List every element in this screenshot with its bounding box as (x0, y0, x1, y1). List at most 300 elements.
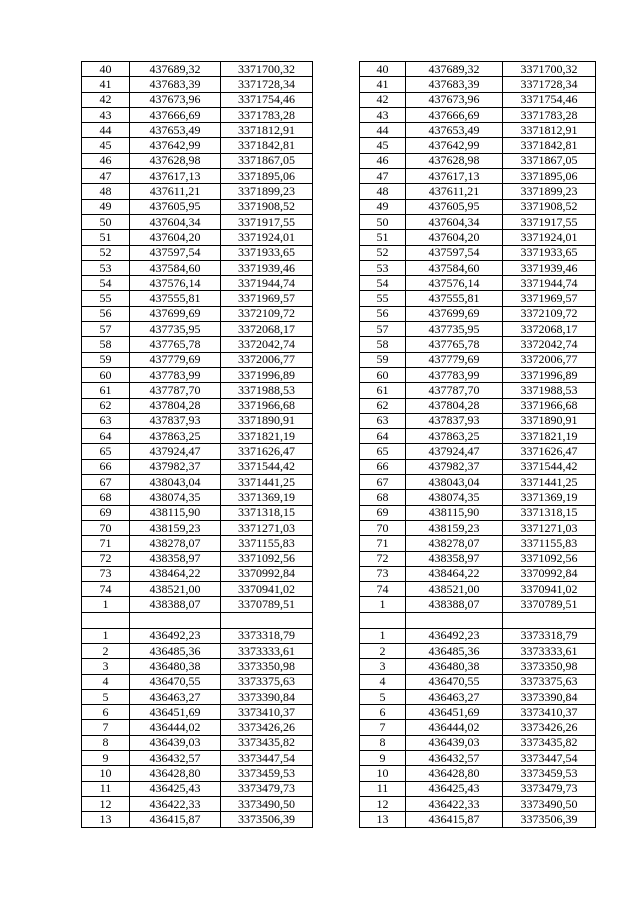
right-point-number: 13 (360, 812, 406, 827)
left-y-coordinate: 3371092,56 (221, 551, 313, 566)
right-x-coordinate: 437653,49 (406, 123, 503, 138)
table-row (82, 689, 596, 704)
left-x-coordinate: 437617,13 (130, 169, 221, 184)
right-y-coordinate: 3373506,39 (503, 812, 596, 827)
left-x-coordinate: 437604,34 (130, 214, 221, 229)
right-y-coordinate: 3371842,81 (503, 138, 596, 153)
left-x-coordinate: 437611,21 (130, 184, 221, 199)
column-gap (313, 260, 360, 275)
column-gap (313, 520, 360, 535)
left-point-number: 60 (82, 367, 130, 382)
right-point-number: 6 (360, 705, 406, 720)
column-gap (313, 796, 360, 811)
right-y-coordinate: 3371939,46 (503, 260, 596, 275)
table-row (82, 214, 596, 229)
right-x-coordinate: 437584,60 (406, 260, 503, 275)
right-x-coordinate: 437699,69 (406, 306, 503, 321)
coordinates-table-body (82, 62, 596, 828)
left-y-coordinate: 3371933,65 (221, 245, 313, 260)
left-y-coordinate: 3373459,53 (221, 766, 313, 781)
right-x-coordinate: 437617,13 (406, 169, 503, 184)
right-x-coordinate: 437982,37 (406, 459, 503, 474)
right-x-coordinate: 437924,47 (406, 444, 503, 459)
left-point-number: 50 (82, 214, 130, 229)
column-gap (313, 597, 360, 612)
left-point-number: 1 (82, 597, 130, 612)
left-y-coordinate: 3373410,37 (221, 705, 313, 720)
right-x-coordinate: 438464,22 (406, 566, 503, 581)
left-y-coordinate: 3371271,03 (221, 520, 313, 535)
left-x-coordinate: 438278,07 (130, 536, 221, 551)
column-gap (313, 643, 360, 658)
left-y-coordinate: 3371988,53 (221, 383, 313, 398)
column-gap (313, 306, 360, 321)
right-y-coordinate: 3371908,52 (503, 199, 596, 214)
right-point-number: 54 (360, 276, 406, 291)
left-point-number: 71 (82, 536, 130, 551)
right-y-coordinate: 3371318,15 (503, 505, 596, 520)
table-row (82, 582, 596, 597)
left-y-coordinate: 3372068,17 (221, 322, 313, 337)
left-point-number: 47 (82, 169, 130, 184)
right-x-coordinate: 438358,97 (406, 551, 503, 566)
blank-separator-row (82, 612, 596, 628)
left-x-coordinate: 437837,93 (130, 413, 221, 428)
right-y-coordinate: 3370789,51 (503, 597, 596, 612)
right-y-coordinate: 3371899,23 (503, 184, 596, 199)
column-gap (313, 735, 360, 750)
left-y-coordinate: 3372006,77 (221, 352, 313, 367)
left-x-coordinate: 436439,03 (130, 735, 221, 750)
left-x-coordinate: 437605,95 (130, 199, 221, 214)
left-point-number: 1 (82, 628, 130, 643)
right-x-coordinate: 437735,95 (406, 322, 503, 337)
right-y-coordinate: 3371996,89 (503, 367, 596, 382)
coordinates-page (81, 61, 595, 828)
table-row (82, 659, 596, 674)
right-x-coordinate: 438043,04 (406, 475, 503, 490)
table-row (82, 92, 596, 107)
column-gap (313, 153, 360, 168)
left-point-number: 61 (82, 383, 130, 398)
left-x-coordinate: 438358,97 (130, 551, 221, 566)
right-y-coordinate: 3371092,56 (503, 551, 596, 566)
left-point-number: 66 (82, 459, 130, 474)
left-x-coordinate: 437642,99 (130, 138, 221, 153)
left-x-coordinate: 436480,38 (130, 659, 221, 674)
left-y-coordinate: 3371441,25 (221, 475, 313, 490)
right-point-number: 9 (360, 751, 406, 766)
column-gap (313, 92, 360, 107)
table-row (82, 475, 596, 490)
column-gap (313, 199, 360, 214)
left-y-coordinate: 3370941,02 (221, 582, 313, 597)
right-x-coordinate: 438074,35 (406, 490, 503, 505)
column-gap (313, 444, 360, 459)
left-y-coordinate: 3371895,06 (221, 169, 313, 184)
left-x-coordinate: 437597,54 (130, 245, 221, 260)
left-point-number: 56 (82, 306, 130, 321)
left-point-number: 64 (82, 429, 130, 444)
table-row (82, 245, 596, 260)
left-x-coordinate: 438074,35 (130, 490, 221, 505)
left-y-coordinate: 3371899,23 (221, 184, 313, 199)
right-point-number: 11 (360, 781, 406, 796)
table-row (82, 720, 596, 735)
right-x-coordinate: 436485,36 (406, 643, 503, 658)
coordinates-table (81, 61, 596, 828)
left-y-coordinate: 3371783,28 (221, 107, 313, 122)
left-point-number: 9 (82, 751, 130, 766)
right-x-coordinate: 436492,23 (406, 628, 503, 643)
right-y-coordinate: 3371890,91 (503, 413, 596, 428)
column-gap (313, 322, 360, 337)
right-y-coordinate: 3373447,54 (503, 751, 596, 766)
left-point-number: 65 (82, 444, 130, 459)
left-point-number: 4 (82, 674, 130, 689)
right-y-coordinate: 3371271,03 (503, 520, 596, 535)
empty-cell (130, 612, 221, 628)
left-point-number: 3 (82, 659, 130, 674)
left-point-number: 69 (82, 505, 130, 520)
left-y-coordinate: 3373426,26 (221, 720, 313, 735)
left-x-coordinate: 437576,14 (130, 276, 221, 291)
left-point-number: 72 (82, 551, 130, 566)
right-x-coordinate: 437765,78 (406, 337, 503, 352)
right-x-coordinate: 437783,99 (406, 367, 503, 382)
left-point-number: 55 (82, 291, 130, 306)
right-point-number: 41 (360, 77, 406, 92)
right-y-coordinate: 3373490,50 (503, 796, 596, 811)
right-point-number: 63 (360, 413, 406, 428)
right-x-coordinate: 437863,25 (406, 429, 503, 444)
right-point-number: 1 (360, 628, 406, 643)
left-point-number: 46 (82, 153, 130, 168)
column-gap (313, 429, 360, 444)
left-x-coordinate: 437628,98 (130, 153, 221, 168)
left-y-coordinate: 3371939,46 (221, 260, 313, 275)
column-gap (313, 536, 360, 551)
table-row (82, 705, 596, 720)
left-x-coordinate: 438464,22 (130, 566, 221, 581)
right-y-coordinate: 3371728,34 (503, 77, 596, 92)
right-y-coordinate: 3373390,84 (503, 689, 596, 704)
table-row (82, 520, 596, 535)
table-row (82, 628, 596, 643)
right-y-coordinate: 3371944,74 (503, 276, 596, 291)
empty-cell (360, 612, 406, 628)
left-y-coordinate: 3371969,57 (221, 291, 313, 306)
table-row (82, 735, 596, 750)
right-x-coordinate: 437689,32 (406, 62, 503, 77)
column-gap (313, 77, 360, 92)
right-x-coordinate: 436415,87 (406, 812, 503, 827)
table-row (82, 77, 596, 92)
right-point-number: 50 (360, 214, 406, 229)
table-row (82, 766, 596, 781)
column-gap (313, 398, 360, 413)
left-point-number: 68 (82, 490, 130, 505)
left-x-coordinate: 436451,69 (130, 705, 221, 720)
left-y-coordinate: 3371908,52 (221, 199, 313, 214)
right-point-number: 60 (360, 367, 406, 382)
left-y-coordinate: 3371318,15 (221, 505, 313, 520)
left-point-number: 59 (82, 352, 130, 367)
left-x-coordinate: 436432,57 (130, 751, 221, 766)
right-x-coordinate: 437611,21 (406, 184, 503, 199)
left-point-number: 5 (82, 689, 130, 704)
left-x-coordinate: 436444,02 (130, 720, 221, 735)
left-y-coordinate: 3371728,34 (221, 77, 313, 92)
column-gap (313, 781, 360, 796)
right-x-coordinate: 437787,70 (406, 383, 503, 398)
left-y-coordinate: 3370992,84 (221, 566, 313, 581)
right-point-number: 66 (360, 459, 406, 474)
left-point-number: 74 (82, 582, 130, 597)
left-x-coordinate: 436470,55 (130, 674, 221, 689)
column-gap (313, 459, 360, 474)
left-y-coordinate: 3373447,54 (221, 751, 313, 766)
right-point-number: 64 (360, 429, 406, 444)
table-row (82, 796, 596, 811)
left-point-number: 45 (82, 138, 130, 153)
right-point-number: 58 (360, 337, 406, 352)
column-gap (313, 291, 360, 306)
right-point-number: 42 (360, 92, 406, 107)
left-y-coordinate: 3371924,01 (221, 230, 313, 245)
right-point-number: 48 (360, 184, 406, 199)
right-y-coordinate: 3371969,57 (503, 291, 596, 306)
right-y-coordinate: 3371867,05 (503, 153, 596, 168)
column-gap (313, 214, 360, 229)
right-point-number: 65 (360, 444, 406, 459)
right-x-coordinate: 436439,03 (406, 735, 503, 750)
left-y-coordinate: 3371369,19 (221, 490, 313, 505)
left-x-coordinate: 436428,80 (130, 766, 221, 781)
right-x-coordinate: 437628,98 (406, 153, 503, 168)
right-point-number: 70 (360, 520, 406, 535)
table-row (82, 505, 596, 520)
left-y-coordinate: 3373375,63 (221, 674, 313, 689)
column-gap (313, 413, 360, 428)
right-point-number: 40 (360, 62, 406, 77)
right-x-coordinate: 437779,69 (406, 352, 503, 367)
left-x-coordinate: 437699,69 (130, 306, 221, 321)
left-point-number: 8 (82, 735, 130, 750)
right-y-coordinate: 3371754,46 (503, 92, 596, 107)
column-gap (313, 184, 360, 199)
left-x-coordinate: 438043,04 (130, 475, 221, 490)
right-x-coordinate: 438388,07 (406, 597, 503, 612)
left-x-coordinate: 437555,81 (130, 291, 221, 306)
right-y-coordinate: 3371812,91 (503, 123, 596, 138)
right-point-number: 2 (360, 643, 406, 658)
table-row (82, 306, 596, 321)
column-gap (313, 123, 360, 138)
left-point-number: 12 (82, 796, 130, 811)
column-gap (313, 659, 360, 674)
right-point-number: 52 (360, 245, 406, 260)
right-x-coordinate: 437604,34 (406, 214, 503, 229)
left-point-number: 7 (82, 720, 130, 735)
left-x-coordinate: 437804,28 (130, 398, 221, 413)
table-row (82, 643, 596, 658)
right-y-coordinate: 3373350,98 (503, 659, 596, 674)
right-point-number: 7 (360, 720, 406, 735)
left-y-coordinate: 3373350,98 (221, 659, 313, 674)
right-x-coordinate: 436425,43 (406, 781, 503, 796)
table-row (82, 812, 596, 827)
table-row (82, 490, 596, 505)
right-point-number: 53 (360, 260, 406, 275)
left-point-number: 62 (82, 398, 130, 413)
right-y-coordinate: 3371441,25 (503, 475, 596, 490)
left-point-number: 73 (82, 566, 130, 581)
right-x-coordinate: 437605,95 (406, 199, 503, 214)
right-y-coordinate: 3371966,68 (503, 398, 596, 413)
left-x-coordinate: 437779,69 (130, 352, 221, 367)
left-x-coordinate: 437653,49 (130, 123, 221, 138)
column-gap (313, 812, 360, 827)
left-point-number: 6 (82, 705, 130, 720)
column-gap (313, 566, 360, 581)
right-x-coordinate: 436422,33 (406, 796, 503, 811)
right-y-coordinate: 3371626,47 (503, 444, 596, 459)
right-point-number: 46 (360, 153, 406, 168)
left-point-number: 44 (82, 123, 130, 138)
right-point-number: 51 (360, 230, 406, 245)
left-y-coordinate: 3371821,19 (221, 429, 313, 444)
right-x-coordinate: 436463,27 (406, 689, 503, 704)
right-x-coordinate: 436451,69 (406, 705, 503, 720)
right-x-coordinate: 437837,93 (406, 413, 503, 428)
right-y-coordinate: 3373479,73 (503, 781, 596, 796)
right-point-number: 5 (360, 689, 406, 704)
table-row (82, 291, 596, 306)
left-x-coordinate: 437689,32 (130, 62, 221, 77)
left-x-coordinate: 437666,69 (130, 107, 221, 122)
right-y-coordinate: 3373333,61 (503, 643, 596, 658)
column-gap (313, 674, 360, 689)
right-y-coordinate: 3373459,53 (503, 766, 596, 781)
left-x-coordinate: 436485,36 (130, 643, 221, 658)
left-point-number: 52 (82, 245, 130, 260)
right-point-number: 43 (360, 107, 406, 122)
right-point-number: 61 (360, 383, 406, 398)
table-row (82, 367, 596, 382)
column-gap (313, 505, 360, 520)
column-gap (313, 705, 360, 720)
table-row (82, 566, 596, 581)
right-x-coordinate: 436444,02 (406, 720, 503, 735)
right-x-coordinate: 437555,81 (406, 291, 503, 306)
right-point-number: 4 (360, 674, 406, 689)
left-x-coordinate: 438388,07 (130, 597, 221, 612)
right-point-number: 8 (360, 735, 406, 750)
left-y-coordinate: 3371867,05 (221, 153, 313, 168)
left-point-number: 43 (82, 107, 130, 122)
table-row (82, 169, 596, 184)
left-point-number: 70 (82, 520, 130, 535)
right-point-number: 72 (360, 551, 406, 566)
left-point-number: 51 (82, 230, 130, 245)
right-x-coordinate: 436470,55 (406, 674, 503, 689)
left-x-coordinate: 436425,43 (130, 781, 221, 796)
right-y-coordinate: 3373435,82 (503, 735, 596, 750)
left-point-number: 48 (82, 184, 130, 199)
left-x-coordinate: 438521,00 (130, 582, 221, 597)
left-x-coordinate: 437982,37 (130, 459, 221, 474)
table-row (82, 276, 596, 291)
right-point-number: 56 (360, 306, 406, 321)
left-point-number: 10 (82, 766, 130, 781)
table-row (82, 597, 596, 612)
left-y-coordinate: 3371944,74 (221, 276, 313, 291)
left-y-coordinate: 3371812,91 (221, 123, 313, 138)
table-row (82, 322, 596, 337)
right-x-coordinate: 438115,90 (406, 505, 503, 520)
left-y-coordinate: 3371544,42 (221, 459, 313, 474)
left-x-coordinate: 437863,25 (130, 429, 221, 444)
column-gap (313, 230, 360, 245)
table-row (82, 184, 596, 199)
left-y-coordinate: 3371754,46 (221, 92, 313, 107)
left-point-number: 57 (82, 322, 130, 337)
left-x-coordinate: 437584,60 (130, 260, 221, 275)
column-gap (313, 352, 360, 367)
right-y-coordinate: 3372006,77 (503, 352, 596, 367)
right-y-coordinate: 3373318,79 (503, 628, 596, 643)
table-row (82, 337, 596, 352)
right-x-coordinate: 438521,00 (406, 582, 503, 597)
column-gap (313, 582, 360, 597)
right-point-number: 44 (360, 123, 406, 138)
right-point-number: 3 (360, 659, 406, 674)
left-y-coordinate: 3371155,83 (221, 536, 313, 551)
empty-cell (82, 612, 130, 628)
empty-cell (503, 612, 596, 628)
table-row (82, 138, 596, 153)
left-y-coordinate: 3372042,74 (221, 337, 313, 352)
left-point-number: 58 (82, 337, 130, 352)
table-row (82, 107, 596, 122)
right-point-number: 45 (360, 138, 406, 153)
right-y-coordinate: 3372109,72 (503, 306, 596, 321)
column-gap (313, 751, 360, 766)
left-y-coordinate: 3373390,84 (221, 689, 313, 704)
right-point-number: 71 (360, 536, 406, 551)
table-row (82, 751, 596, 766)
right-y-coordinate: 3371988,53 (503, 383, 596, 398)
left-y-coordinate: 3373490,50 (221, 796, 313, 811)
right-y-coordinate: 3370941,02 (503, 582, 596, 597)
right-point-number: 59 (360, 352, 406, 367)
right-point-number: 55 (360, 291, 406, 306)
right-x-coordinate: 437666,69 (406, 107, 503, 122)
right-x-coordinate: 436432,57 (406, 751, 503, 766)
left-point-number: 42 (82, 92, 130, 107)
right-point-number: 62 (360, 398, 406, 413)
right-y-coordinate: 3371700,32 (503, 62, 596, 77)
column-gap (313, 475, 360, 490)
left-x-coordinate: 436422,33 (130, 796, 221, 811)
left-x-coordinate: 437924,47 (130, 444, 221, 459)
left-y-coordinate: 3371890,91 (221, 413, 313, 428)
left-x-coordinate: 436492,23 (130, 628, 221, 643)
left-y-coordinate: 3371700,32 (221, 62, 313, 77)
left-y-coordinate: 3370789,51 (221, 597, 313, 612)
column-gap (313, 689, 360, 704)
